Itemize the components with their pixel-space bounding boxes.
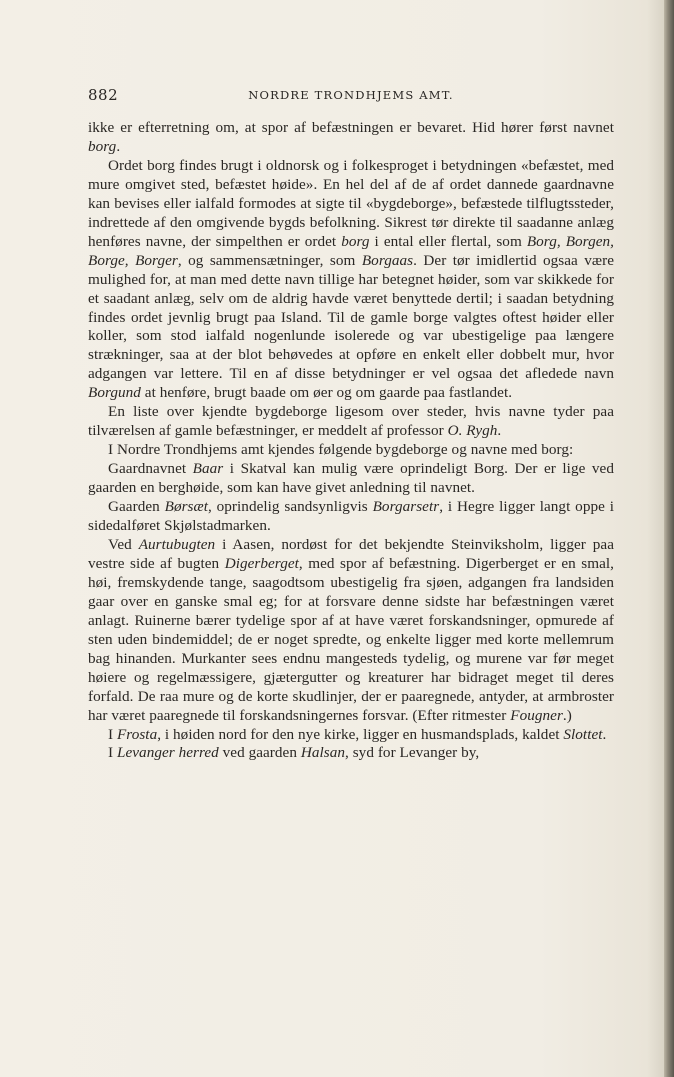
italic-term: Borgund [88,384,141,402]
page-header [88,86,614,106]
text-run: , og sammensætninger, som [177,251,362,269]
italic-term: Borgaas [361,251,414,269]
text-run: . [602,725,607,743]
italic-term: Slottet [563,725,603,743]
text-run: ved gaarden [218,744,301,762]
italic-term: Børsæt [164,498,208,516]
text-run: , syd for Levanger by, [345,744,480,762]
running-title: NORDRE TRONDHJEMS AMT. [248,88,454,102]
text-run: I [108,744,117,762]
text-run: En liste over kjendte bygdeborge ligesom over steder, hvis navne tyder paa tilværelsen af gamle befæstninger, er meddelt af professor [88,403,614,440]
italic-term: Digerberget [224,554,299,572]
text-run: ikke er efterretning om, at spor af befæstningen er bevaret. Hid hører først navnet [88,119,614,136]
italic-term: Borgarsetr [372,498,440,516]
text-run: , i høiden nord for den nye kirke, ligger en husmandsplads, kaldet [157,725,564,743]
italic-term: Baar [192,460,224,478]
italic-term: Frosta [116,725,158,743]
italic-term: Aurtubugten [138,535,216,553]
italic-term: Halsan [300,744,346,762]
text-run: i ental eller flertal, som [369,232,527,250]
paragraph [88,460,614,498]
text-run: . Der tør imidlertid ogsaa være mulighed for, at man med dette navn tillige har betegnet høider, som var skikkede for et saadant anlæg, selv om de aldrig havde været benyttede dertil; i saadan betydning findes ordet jevnlig brugt paa Island. Til de gamle borge valgtes oftest høider eller koller, som stod ialfald nogenlunde isolerede og var ubestigelige paa længere strækninger, saa at der blot behøvedes at opføre en enkelt eller dobbelt mur, hvor adgangen var lettere. Til en af disse betydninger er vel ogsaa det afledede navn [88,251,614,383]
italic-term: Fougner [510,706,563,724]
page-edge [664,0,674,1077]
paragraph [88,498,614,536]
text-run: I Nordre Trondhjems amt kjendes følgende bygdeborge og navne med borg: [108,441,574,459]
paragraph [88,119,614,157]
page-number: 882 [88,86,119,104]
italic-term: borg [88,137,117,155]
text-run: I [108,725,117,743]
text-run: Gaarden [108,498,165,516]
text-run: i Skatval kan mulig være oprindeligt Borg. Der er lige ved gaarden en berghøide, som kan have givet anledning til navnet. [88,460,614,497]
text-run: .) [562,706,572,724]
text-run: at henføre, brugt baade om øer og om gaarde paa fastlandet. [140,384,513,402]
italic-term: Borg, Borgen, Borge, Borger [88,232,614,269]
italic-term: O. Rygh [447,422,498,440]
text-run: . [497,422,502,440]
text-run: i Aasen, nordøst for det bekjendte Steinviksholm, ligger paa vestre side af bugten [88,535,614,572]
text-run: , oprindelig sandsynligvis [207,498,373,516]
text-run: Ved [108,535,139,553]
italic-term: borg [341,232,370,250]
paragraph [88,744,614,763]
paragraph [88,726,614,745]
body-text [88,119,614,763]
paragraph [88,403,614,441]
text-run: . [116,137,121,155]
paragraph [88,441,614,460]
italic-term: Levanger herred [116,744,219,762]
text-run: Gaardnavnet [108,460,193,478]
text-run: , med spor af befæstning. Digerberget er en smal, høi, fremskydende tange, saagodtsom ubestigelig fra sjøen, adgangen fra landsiden gaar over en ganske smal eg; for at forsvare denne sidste har befæstningen været anlagt. Ruinerne bærer tydelige spor af at have været forskandsninger, opmurede af sten uden bindemiddel; de er noget spredte, og enkelte ligger med korte mellemrum bag hinanden. Murkanter sees endnu mangesteds tydelig, og murene var før meget høiere og regelmæssigere, gjætergutter og kreaturer har bidraget meget til deres forfald. De raa mure og de korte skudlinjer, der er paaregnede, antyder, at armbroster har været paaregnede til forskandsningernes forsvar. (Efter ritmester [88,554,614,724]
paragraph [88,536,614,726]
paragraph [88,157,614,403]
text-run: Ordet borg findes brugt i oldnorsk og i folkesproget i betydningen «befæstet, med mure omgivet sted, befæstet høide». En hel del af de af ordet dannede gaardnavne kan bevises eller ialfald formodes at sigte til «bygdeborge», befæstede tilflugtssteder, indrettede af den omgivende bygds befolkning. Sikrest tør direkte til saadanne anlæg henføres navne, der simpelthen er ordet [88,156,614,250]
text-run: , i Hegre ligger langt oppe i sidedalføret Skjølstadmarken. [88,498,614,535]
